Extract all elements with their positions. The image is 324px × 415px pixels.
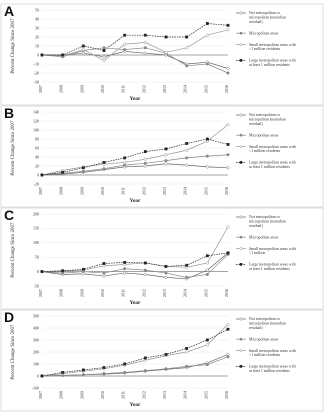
data-point bbox=[227, 24, 229, 26]
x-tick-label: 2015 bbox=[203, 391, 209, 399]
y-tick-label: -10 bbox=[33, 61, 39, 67]
data-point bbox=[185, 65, 188, 68]
legend-label: Small metropolitan areas with <1 million residents bbox=[249, 144, 296, 154]
x-axis-label: Year bbox=[129, 300, 141, 306]
data-point bbox=[123, 371, 126, 374]
data-point bbox=[102, 274, 105, 277]
y-tick-label: 300 bbox=[33, 337, 39, 343]
data-point bbox=[103, 167, 106, 170]
data-point bbox=[61, 171, 63, 173]
legend-label: Small metropolitan areas with <1 million bbox=[249, 246, 296, 256]
data-point bbox=[144, 47, 147, 50]
x-axis-label: Year bbox=[129, 96, 141, 102]
x-tick-label: 2010 bbox=[100, 289, 105, 297]
x-tick-label: 2010 bbox=[100, 85, 105, 93]
data-point bbox=[226, 166, 229, 169]
x-tick-label: 2015 bbox=[203, 85, 209, 93]
legend-marker bbox=[240, 59, 242, 61]
panel-b bbox=[1, 105, 323, 207]
legend-entry bbox=[236, 59, 296, 67]
x-tick-label: 2015 bbox=[203, 289, 209, 297]
data-point bbox=[206, 255, 208, 257]
data-point bbox=[165, 272, 168, 275]
y-tick-label: 120 bbox=[33, 118, 39, 124]
x-tick-label: 2007 bbox=[38, 391, 43, 399]
y-tick-label: 100 bbox=[33, 127, 39, 133]
data-point bbox=[185, 164, 188, 167]
data-point bbox=[227, 72, 230, 75]
data-point bbox=[41, 54, 43, 56]
x-tick-label: 2008 bbox=[58, 85, 64, 93]
data-point bbox=[185, 36, 187, 38]
legend-marker bbox=[240, 145, 242, 147]
panel-letter: A bbox=[4, 3, 15, 19]
data-point bbox=[185, 351, 188, 354]
y-axis-label: Percent Change Since 2007 bbox=[11, 18, 16, 74]
data-point bbox=[41, 174, 43, 176]
data-point bbox=[103, 47, 106, 50]
x-tick-label: 2007 bbox=[38, 85, 43, 93]
data-point bbox=[227, 143, 229, 145]
data-point bbox=[185, 365, 188, 368]
data-point bbox=[165, 153, 168, 156]
x-tick-label: 2007 bbox=[38, 187, 43, 195]
y-tick-label: 30 bbox=[35, 25, 39, 31]
data-point bbox=[123, 267, 126, 270]
x-tick-label: 2012 bbox=[141, 289, 147, 297]
data-point bbox=[82, 170, 85, 173]
data-point bbox=[144, 369, 147, 372]
data-point bbox=[123, 271, 126, 274]
x-tick-label: 2014 bbox=[182, 187, 188, 195]
panel-letter: B bbox=[4, 105, 15, 121]
y-tick-label: 20 bbox=[35, 163, 39, 169]
data-point bbox=[41, 270, 43, 272]
data-point bbox=[185, 47, 188, 50]
data-point bbox=[227, 29, 230, 32]
data-point bbox=[185, 157, 188, 160]
data-point bbox=[61, 54, 63, 56]
data-point bbox=[144, 269, 147, 272]
data-point bbox=[103, 59, 106, 62]
legend-label: Small metropolitan areas with <1 million residents bbox=[249, 348, 296, 358]
x-tick-label: 2010 bbox=[100, 391, 105, 399]
legend-marker bbox=[240, 247, 242, 249]
x-tick-label: 2007 bbox=[38, 289, 43, 297]
legend-label: Micropolitan areas bbox=[249, 31, 279, 36]
data-point bbox=[165, 265, 167, 267]
x-tick-label: 2014 bbox=[182, 391, 188, 399]
legend-entry bbox=[236, 11, 286, 24]
data-point bbox=[185, 149, 188, 152]
data-point bbox=[61, 371, 63, 373]
x-tick-label: 2012 bbox=[141, 391, 147, 399]
data-point bbox=[103, 372, 106, 375]
data-point bbox=[103, 272, 106, 275]
legend-entry bbox=[236, 161, 296, 169]
y-tick-label: -20 bbox=[33, 70, 39, 76]
x-tick-label: 2013 bbox=[162, 289, 167, 297]
data-point bbox=[206, 262, 209, 265]
panel-letter: C bbox=[4, 207, 15, 223]
data-point bbox=[144, 162, 147, 165]
data-point bbox=[206, 34, 209, 37]
legend-label: Large metropolitan areas with at least 1 million residents bbox=[249, 262, 296, 271]
x-tick-label: 2016 bbox=[224, 85, 229, 93]
legend-label: Micropolitan areas bbox=[249, 337, 279, 342]
y-tick-label: -100 bbox=[31, 385, 39, 391]
data-point bbox=[144, 158, 147, 161]
data-point bbox=[185, 276, 188, 279]
series-line bbox=[42, 30, 228, 61]
data-point bbox=[165, 36, 167, 38]
x-tick-label: 2009 bbox=[79, 391, 85, 399]
legend-marker bbox=[240, 349, 242, 351]
legend-entry bbox=[236, 31, 279, 35]
data-point bbox=[123, 164, 126, 167]
x-axis-label: Year bbox=[129, 198, 141, 204]
legend-entry bbox=[236, 337, 279, 341]
data-point bbox=[206, 363, 209, 366]
x-tick-label: 2009 bbox=[79, 187, 85, 195]
series-line bbox=[42, 357, 228, 376]
data-point bbox=[165, 353, 167, 355]
data-point bbox=[206, 339, 208, 341]
data-point bbox=[206, 273, 209, 276]
data-point bbox=[227, 323, 230, 326]
y-tick-label: 50 bbox=[35, 254, 39, 260]
data-point bbox=[206, 63, 209, 66]
panel-a bbox=[1, 3, 323, 105]
data-point bbox=[61, 270, 63, 272]
data-point bbox=[144, 150, 146, 152]
y-tick-label: 200 bbox=[33, 349, 39, 355]
legend-marker bbox=[240, 263, 242, 265]
legend-label: Large metropolitan areas with at least 1 million residents bbox=[249, 160, 296, 169]
legend-marker bbox=[240, 134, 242, 136]
legend-label: Large metropolitan areas with at least 1 million residents bbox=[249, 364, 296, 373]
legend-entry bbox=[236, 145, 296, 153]
data-point bbox=[123, 157, 125, 159]
y-tick-label: 100 bbox=[33, 240, 39, 246]
series-line bbox=[42, 324, 228, 376]
legend-entry bbox=[236, 113, 286, 126]
y-axis-label: Percent Change Since 2007 bbox=[11, 222, 16, 278]
x-tick-label: 2011 bbox=[120, 391, 126, 399]
x-tick-label: 2016 bbox=[224, 391, 229, 399]
x-tick-label: 2008 bbox=[58, 289, 64, 297]
data-point bbox=[185, 264, 187, 266]
data-point bbox=[165, 368, 168, 371]
data-point bbox=[82, 167, 84, 169]
legend-entry bbox=[236, 317, 286, 330]
legend-marker bbox=[240, 318, 243, 321]
data-point bbox=[206, 22, 208, 24]
y-tick-label: -20 bbox=[33, 181, 39, 187]
y-tick-label: 80 bbox=[35, 136, 39, 142]
legend-label: Not metropolitan or micropolitan (nonurban residual) bbox=[249, 215, 286, 228]
data-point bbox=[165, 159, 168, 162]
data-point bbox=[227, 252, 229, 254]
data-point bbox=[144, 52, 147, 55]
data-point bbox=[144, 357, 146, 359]
legend-marker bbox=[240, 365, 242, 367]
data-point bbox=[165, 148, 167, 150]
data-point bbox=[82, 268, 84, 270]
x-tick-label: 2012 bbox=[141, 187, 147, 195]
data-point bbox=[144, 34, 146, 36]
legend-marker bbox=[240, 338, 242, 340]
legend-entry bbox=[236, 349, 296, 357]
legend-entry bbox=[236, 263, 296, 271]
y-tick-label: -30 bbox=[33, 79, 39, 85]
data-point bbox=[103, 49, 105, 51]
legend-marker bbox=[240, 216, 243, 219]
legend-marker bbox=[240, 114, 243, 117]
data-point bbox=[227, 328, 229, 330]
legend-marker bbox=[240, 32, 242, 34]
y-axis-label: Percent Change Since 2007 bbox=[11, 324, 16, 380]
data-point bbox=[206, 344, 209, 347]
x-tick-label: 2016 bbox=[224, 289, 229, 297]
series-line bbox=[42, 227, 228, 272]
series-line bbox=[42, 253, 228, 272]
y-tick-label: 0 bbox=[37, 172, 39, 178]
legend-marker bbox=[240, 236, 242, 238]
data-point bbox=[144, 359, 147, 362]
data-point bbox=[103, 161, 105, 163]
y-tick-label: 60 bbox=[35, 145, 39, 151]
legend-entry bbox=[236, 235, 279, 239]
data-point bbox=[185, 142, 187, 144]
data-point bbox=[144, 262, 146, 264]
y-axis-label: Percent Change Since 2007 bbox=[11, 120, 16, 176]
y-tick-label: 10 bbox=[35, 43, 39, 49]
series-line bbox=[42, 155, 228, 175]
legend-label: Not metropolitan or micropolitan (nonurban residual) bbox=[249, 317, 286, 330]
x-tick-label: 2013 bbox=[162, 187, 167, 195]
data-point bbox=[227, 356, 230, 359]
y-tick-label: 0 bbox=[37, 268, 39, 274]
legend-label: Micropolitan areas bbox=[249, 133, 279, 138]
x-tick-label: 2011 bbox=[120, 187, 126, 195]
y-tick-label: 100 bbox=[33, 361, 39, 367]
x-axis-label: Year bbox=[129, 402, 141, 408]
x-tick-label: 2009 bbox=[79, 85, 85, 93]
y-tick-label: 40 bbox=[35, 16, 39, 22]
x-tick-label: 2013 bbox=[162, 85, 167, 93]
legend-label: Not metropolitan or micropolitan (nonurban residual) bbox=[249, 113, 286, 126]
x-tick-label: 2008 bbox=[58, 187, 64, 195]
data-point bbox=[144, 273, 147, 276]
data-point bbox=[82, 45, 84, 47]
x-tick-label: 2011 bbox=[120, 85, 126, 93]
x-tick-label: 2009 bbox=[79, 289, 85, 297]
x-tick-label: 2010 bbox=[100, 187, 105, 195]
x-tick-label: 2011 bbox=[120, 289, 126, 297]
legend-entry bbox=[236, 215, 286, 228]
data-point bbox=[226, 67, 229, 70]
panel-d bbox=[1, 309, 323, 411]
y-tick-label: 500 bbox=[33, 313, 39, 319]
legend-entry bbox=[236, 43, 296, 51]
data-point bbox=[206, 165, 209, 168]
panel-letter: D bbox=[4, 309, 15, 325]
data-point bbox=[206, 138, 208, 140]
series-line bbox=[42, 329, 228, 376]
data-point bbox=[165, 51, 168, 54]
data-point bbox=[82, 48, 85, 51]
legend-label: Not metropolitan or micropolitan (nonurban residual) bbox=[249, 11, 286, 24]
data-point bbox=[41, 375, 43, 377]
data-point bbox=[123, 48, 126, 51]
legend-label: Micropolitan areas bbox=[249, 235, 279, 240]
data-point bbox=[82, 374, 85, 377]
x-tick-label: 2014 bbox=[182, 85, 188, 93]
data-point bbox=[123, 161, 126, 164]
data-point bbox=[164, 162, 167, 165]
x-tick-label: 2008 bbox=[58, 391, 64, 399]
legend-label: Large metropolitan areas with at least 1 million residents bbox=[249, 58, 296, 67]
data-point bbox=[144, 164, 147, 167]
y-tick-label: 0 bbox=[37, 52, 39, 58]
data-point bbox=[102, 55, 105, 58]
data-point bbox=[103, 262, 105, 264]
data-point bbox=[164, 276, 167, 279]
legend-marker bbox=[240, 43, 242, 45]
data-point bbox=[227, 123, 230, 126]
legend-marker bbox=[240, 12, 243, 15]
x-tick-label: 2014 bbox=[182, 289, 188, 297]
legend-entry bbox=[236, 247, 296, 255]
y-tick-label: 400 bbox=[33, 325, 39, 331]
data-point bbox=[82, 369, 84, 371]
legend-label: Small metropolitan areas with <1 million residents bbox=[249, 42, 296, 52]
legend-entry bbox=[236, 133, 279, 137]
data-point bbox=[185, 347, 187, 349]
series-line bbox=[42, 125, 228, 175]
series-line bbox=[42, 253, 228, 279]
y-tick-label: 20 bbox=[35, 34, 39, 40]
data-point bbox=[123, 363, 125, 365]
data-point bbox=[227, 226, 230, 229]
y-tick-label: -50 bbox=[33, 283, 39, 289]
panel-c bbox=[1, 207, 323, 309]
y-tick-label: 40 bbox=[35, 154, 39, 160]
y-tick-label: 200 bbox=[33, 211, 39, 217]
x-tick-label: 2016 bbox=[224, 187, 229, 195]
data-point bbox=[82, 52, 85, 55]
data-point bbox=[206, 155, 209, 158]
y-tick-label: 150 bbox=[33, 225, 39, 231]
data-point bbox=[144, 41, 147, 44]
data-point bbox=[123, 43, 126, 46]
x-tick-label: 2015 bbox=[203, 187, 209, 195]
legend-marker bbox=[240, 161, 242, 163]
x-tick-label: 2012 bbox=[141, 85, 147, 93]
data-point bbox=[123, 34, 125, 36]
y-tick-label: 0 bbox=[37, 373, 39, 379]
data-point bbox=[103, 366, 105, 368]
y-tick-label: 140 bbox=[33, 109, 39, 115]
legend-entry bbox=[236, 365, 296, 373]
data-point bbox=[123, 261, 125, 263]
x-tick-label: 2013 bbox=[162, 391, 167, 399]
y-tick-label: 50 bbox=[35, 7, 39, 13]
data-point bbox=[227, 153, 230, 156]
